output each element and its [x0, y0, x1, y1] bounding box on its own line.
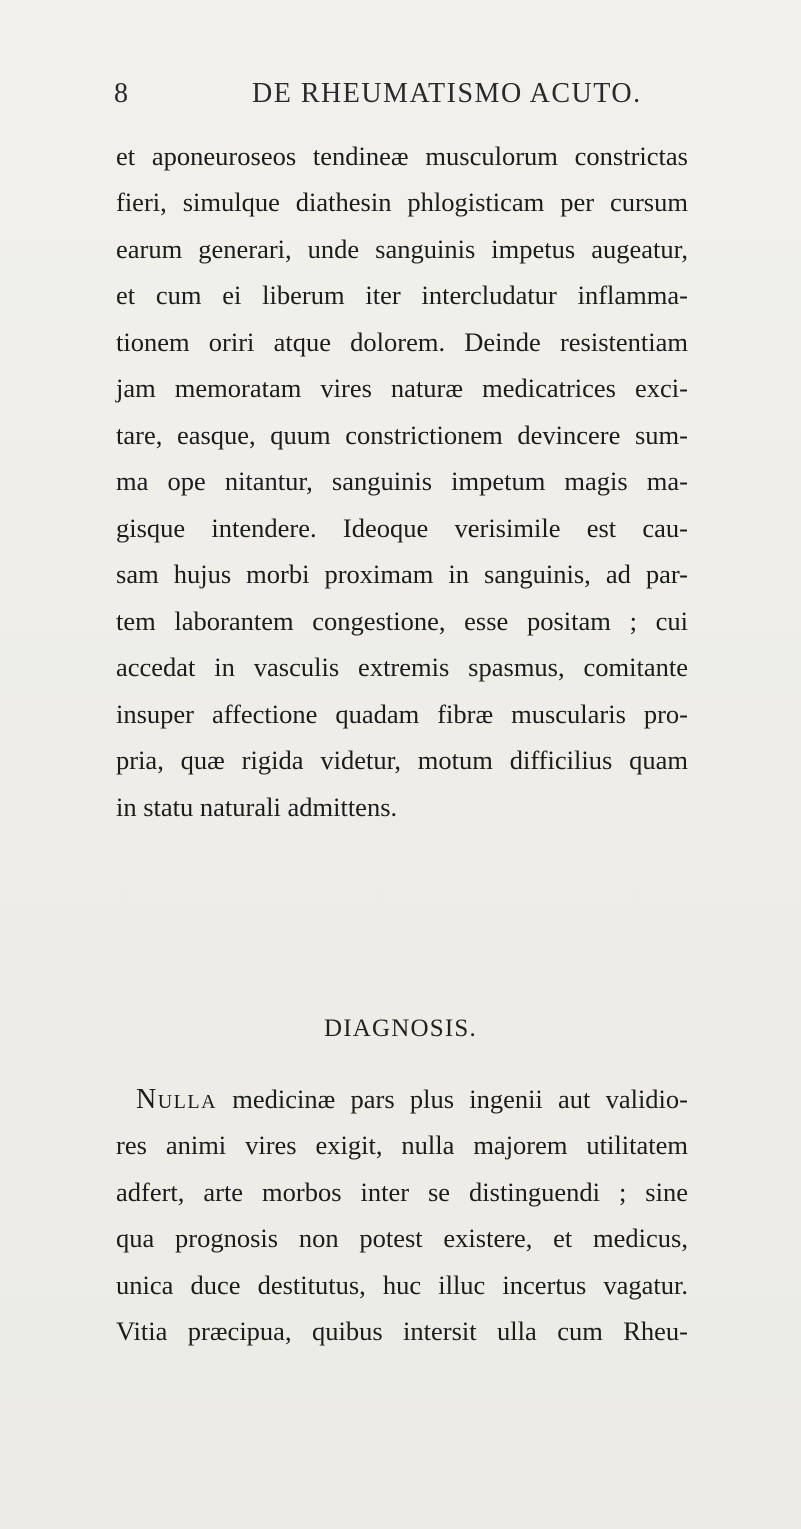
text-line: et cum ei liberum iter intercludatur inflamma- [116, 280, 688, 310]
text-line: earum generari, unde sanguinis impetus augeatur, [116, 234, 688, 264]
text-line: tem laborantem congestione, esse positam ; cui [116, 606, 688, 636]
section-heading: DIAGNOSIS. [324, 1015, 477, 1042]
text-line: adfert, arte morbos inter se distinguendi ; sine [116, 1177, 688, 1207]
lead-word: Nulla [136, 1084, 218, 1115]
text-line: tare, easque, quum constrictionem devincere sum- [116, 420, 688, 450]
text-line: gisque intendere. Ideoque verisimile est cau- [116, 513, 688, 543]
page-number: 8 [114, 78, 130, 109]
text-line: qua prognosis non potest existere, et medicus, [116, 1223, 688, 1253]
text-line: fieri, simulque diathesin phlogisticam per cursum [116, 187, 688, 217]
text-line: jam memoratam vires naturæ medicatrices exci- [116, 373, 688, 403]
first-line-rest: medicinæ pars plus ingenii aut validio- [217, 1084, 688, 1114]
running-head-title: DE RHEUMATISMO ACUTO. [252, 78, 642, 109]
text-line: Vitia præcipua, quibus intersit ulla cum Rheu- [116, 1316, 688, 1346]
text-line: ma ope nitantur, sanguinis impetum magis ma- [116, 466, 688, 496]
text-line: accedat in vasculis extremis spasmus, comitante [116, 652, 688, 682]
text-line: sam hujus morbi proximam in sanguinis, ad par- [116, 559, 688, 589]
text-line: res animi vires exigit, nulla majorem utilitatem [116, 1130, 688, 1160]
text-line: tionem oriri atque dolorem. Deinde resistentiam [116, 327, 688, 357]
text-line: et aponeuroseos tendineæ musculorum constrictas [116, 141, 688, 171]
text-line: pria, quæ rigida videtur, motum difficilius quam [116, 745, 688, 775]
text-line-first [116, 1081, 688, 1118]
running-head [110, 78, 695, 122]
text-line: unica duce destitutus, huc illuc incertus vagatur. [116, 1270, 688, 1300]
text-line: in statu naturali admittens. [116, 792, 398, 822]
text-line: insuper affectione quadam fibræ muscularis pro- [116, 699, 688, 729]
